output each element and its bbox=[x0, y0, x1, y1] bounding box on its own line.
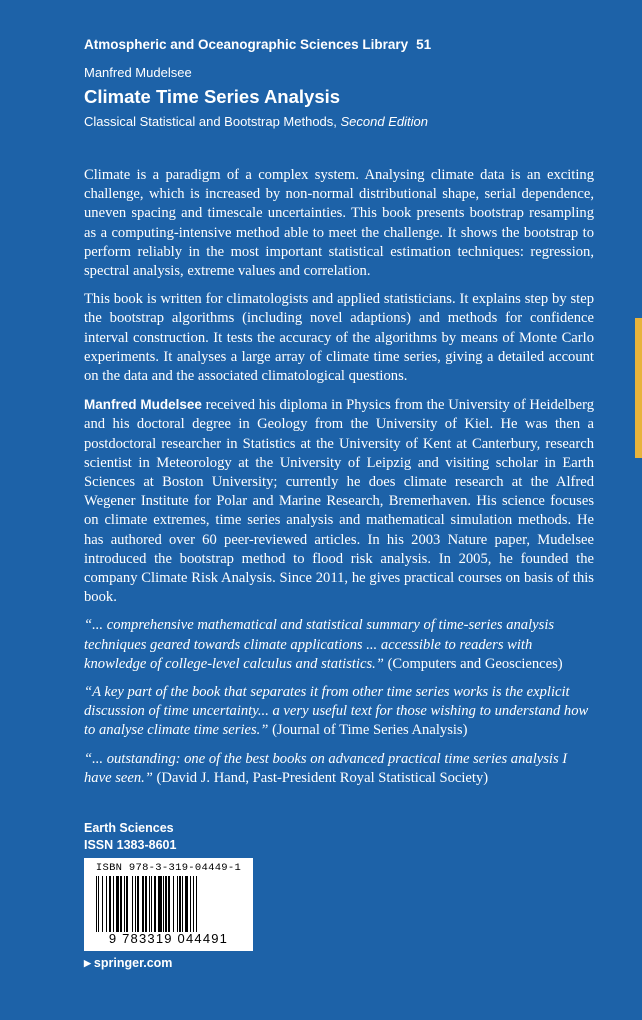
quote-source: (David J. Hand, Past-President Royal Statistical Society) bbox=[152, 769, 489, 786]
barcode-bars bbox=[96, 876, 241, 932]
barcode-bar bbox=[142, 876, 144, 932]
series-title bbox=[84, 37, 431, 52]
author-bio bbox=[84, 395, 594, 607]
barcode-bar bbox=[96, 876, 97, 932]
accent-bar bbox=[635, 318, 642, 458]
barcode-bar bbox=[135, 876, 136, 932]
review-quote-3 bbox=[84, 750, 594, 788]
quote-text: “... comprehensive mathematical and statistical summary of time-series analysis techniques geared towards climate applications ... accessible to readers with knowledge of college-level calculus and statistics.” bbox=[84, 617, 555, 672]
barcode-bar bbox=[132, 876, 133, 932]
blurb bbox=[84, 166, 594, 797]
quote-text: “A key part of the book that separates it from other time series works is the explicit discussion of time uncertainty... a very useful text for those wishing to understand how to analyse climate time series.” bbox=[84, 684, 589, 739]
barcode-bar bbox=[193, 876, 194, 932]
isbn-digits: 9 783319 044491 bbox=[108, 931, 229, 946]
subject-info bbox=[84, 820, 176, 854]
barcode-bar bbox=[151, 876, 152, 932]
blurb-paragraph-2: This book is written for climatologists and applied statisticians. It explains step by step the bootstrap algorithms (including novel adaptions) and methods for confidence interval construction. It tests the accuracy of the algorithms by means of Monte Carlo experiments. It analyses a large array of climate time series, giving a detailed account on the data and the associated climatological questions. bbox=[84, 291, 594, 385]
quote-text: “... outstanding: one of the best books on advanced practical time series analysis I have seen.” bbox=[84, 750, 568, 786]
barcode-bar bbox=[190, 876, 191, 932]
barcode-bar bbox=[106, 876, 107, 932]
bio-author-name: Manfred Mudelsee bbox=[84, 397, 202, 413]
subtitle-main: Classical Statistical and Bootstrap Methods, bbox=[84, 114, 341, 129]
barcode-bar bbox=[177, 876, 178, 932]
barcode-bar bbox=[126, 876, 128, 932]
book-subtitle bbox=[84, 114, 428, 129]
barcode bbox=[84, 858, 253, 951]
bio-text: received his diploma in Physics from the University of Heidelberg and his doctoral degree in Geology from the University of Kiel. He was then a postdoctoral researcher in Statistics at the University of Kent at Canterbury, research scientist in Meteorology at the University of Leipzig and visiting scholar in Earth Sciences at Boston University; currently he does climate research at the Alfred Wegener Institute for Polar and Marine Research, Bremerhaven. His science focuses on climate extremes, time series analysis and mathematical simulation methods. He has authored over 60 peer-reviewed articles. In his 2003 Nature paper, Mudelsee introduced the bootstrap method to flood risk analysis. In 2005, he founded the company Climate Risk Analysis. Since 2011, he gives practical courses on basis of this book. bbox=[84, 397, 595, 606]
publisher-link[interactable] bbox=[84, 956, 172, 970]
barcode-bar bbox=[185, 876, 188, 932]
barcode-bar bbox=[98, 876, 99, 932]
barcode-bar bbox=[137, 876, 138, 932]
series-number: 51 bbox=[416, 37, 432, 52]
barcode-bar bbox=[196, 876, 197, 932]
author-name: Manfred Mudelsee bbox=[84, 65, 192, 80]
barcode-bar bbox=[109, 876, 111, 932]
barcode-bar bbox=[163, 876, 164, 932]
barcode-bar bbox=[145, 876, 146, 932]
series-name: Atmospheric and Oceanographic Sciences Library bbox=[84, 37, 409, 52]
review-quote-1 bbox=[84, 616, 594, 674]
barcode-bar bbox=[168, 876, 169, 932]
blurb-paragraph-1: Climate is a paradigm of a complex system. Analysing climate data is an exciting challenge, which is increased by non-normal distributional shape, serial dependence, uneven spacing and timescale uncertainties. This book presents bootstrap resampling as a computing-intensive method able to meet the challenge. It shows the bootstrap to perform reliably in the most important statistical estimation techniques: regression, spectral analysis, extreme values and correlation. bbox=[84, 167, 594, 280]
barcode-bar bbox=[182, 876, 183, 932]
barcode-bar bbox=[173, 876, 174, 932]
quote-source: (Computers and Geosciences) bbox=[383, 655, 563, 672]
book-title: Climate Time Series Analysis bbox=[84, 86, 341, 107]
arrow-right-icon: ▶ bbox=[84, 958, 91, 968]
barcode-bar bbox=[120, 876, 122, 932]
publisher-link-text: springer.com bbox=[93, 956, 173, 970]
subject-category: Earth Sciences bbox=[84, 821, 174, 835]
review-quote-2 bbox=[84, 683, 594, 741]
barcode-bar bbox=[158, 876, 161, 932]
barcode-bar bbox=[149, 876, 150, 932]
issn: ISSN 1383-8601 bbox=[84, 838, 177, 852]
barcode-bar bbox=[113, 876, 114, 932]
quote-source: (Journal of Time Series Analysis) bbox=[268, 722, 468, 739]
barcode-bar bbox=[154, 876, 156, 932]
barcode-bar bbox=[124, 876, 125, 932]
barcode-bar bbox=[116, 876, 119, 932]
barcode-bar bbox=[165, 876, 167, 932]
subtitle-edition: Second Edition bbox=[340, 114, 428, 129]
isbn-label: ISBN 978-3-319-04449-1 bbox=[95, 862, 242, 874]
barcode-bar bbox=[179, 876, 181, 932]
barcode-bar bbox=[102, 876, 103, 932]
